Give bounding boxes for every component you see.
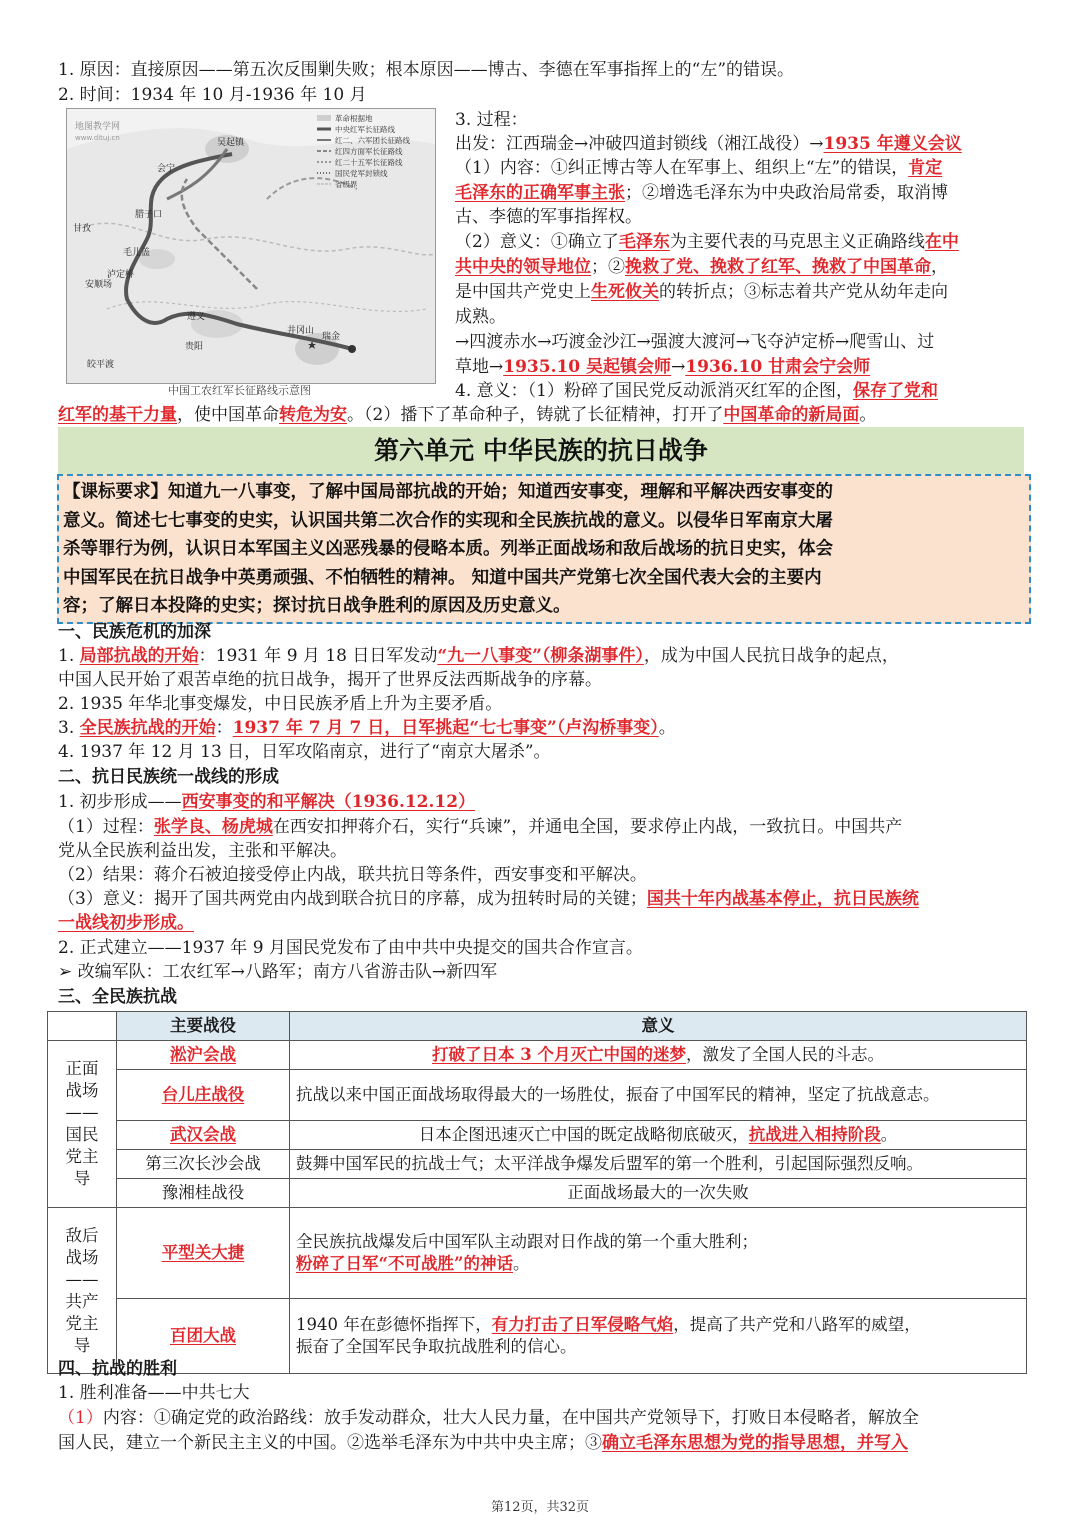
table-row — [48, 1121, 1027, 1150]
battle-name: 豫湘桂战役 — [117, 1179, 290, 1208]
svg-text:国民党军封锁线: 国民党军封锁线 — [335, 169, 388, 178]
sec4-content: （1）内容：①确定党的政治路线：放手发动群众，壮大人民力量，在中国共产党领导下，打败日本侵略者，解放全 — [58, 1408, 919, 1428]
sec2-result: （2）结果：蒋介石被迫接受停止内战，联共抗日等条件，西安事变和平解决。 — [58, 865, 647, 885]
sec2-process: （1）过程：张学良、杨虎城在西安扣押蒋介石，实行“兵谏”，并通电全国，要求停止内战，一致抗日。中国共产 — [58, 817, 903, 837]
map-caption: 中国工农红军长征路线示意图 — [168, 384, 311, 397]
sec4-item-1: 1. 胜利准备——中共七大 — [58, 1383, 250, 1403]
table-row — [48, 1070, 1027, 1121]
battle-name: 淞沪会战 — [117, 1041, 290, 1070]
battle-name: 武汉会战 — [117, 1121, 290, 1150]
unit-title: 第六单元 中华民族的抗日战争 — [58, 427, 1024, 475]
content-line-1: （1）内容：①纠正博古等人在军事上、组织上“左”的错误，肯定 — [455, 158, 943, 178]
significance-line-2: 共中央的领导地位；②挽救了党、挽救了红军、挽救了中国革命， — [455, 257, 948, 277]
curriculum-requirements: 【课标要求】知道九一八事变，了解中国局部抗战的开始；知道西安事变，理解和平解决西安事变的 意义。简述七七事变的史实，认识国共第二次合作的实现和全民族抗战的意义。以侵华日军南京大屠 杀等罪行为例，认识日本军国主义凶恶残暴的侵略本质。列举正面战场和敌后战场的抗日史实，体会 中国军民在抗日战争中英勇顽强、不怕牺牲的精神。 知道中国共产党第七次全国代表大会的主要内 容；了解日本投降的史实；探讨抗日战争胜利的原因及历史意义。 — [57, 474, 1031, 624]
place-jinggangshan: 井冈山 — [287, 326, 315, 336]
process-heading: 3. 过程： — [455, 110, 528, 130]
place-wuqi: 吴起镇 — [217, 138, 245, 148]
sec1-item-2: 2. 1935 年华北事变爆发，中日民族矛盾上升为主要矛盾。 — [58, 694, 503, 714]
battles-table — [47, 1011, 1027, 1374]
svg-text:红四方面军长征路线: 红四方面军长征路线 — [335, 147, 403, 156]
meaning-line-1: 4. 意义：（1）粉碎了国民党反动派消灭红军的企图，保存了党和 — [455, 381, 938, 401]
significance-line-3: 是中国共产党史上生死攸关的转折点；③标志着共产党从幼年走向 — [455, 282, 948, 302]
svg-text:省级界: 省级界 — [335, 180, 358, 189]
battle-name: 平型关大捷 — [117, 1208, 290, 1299]
col-header-battle: 主要战役 — [117, 1012, 290, 1041]
section-4-title: 四、抗战的胜利 — [58, 1359, 177, 1379]
cause-line: 1. 原因：直接原因——第五次反围剿失败；根本原因——博古、李德在军事指挥上的“左”的错误。 — [58, 60, 795, 80]
table-row — [48, 1299, 1027, 1374]
table-row — [48, 1208, 1027, 1299]
svg-text:中央红军长征路线: 中央红军长征路线 — [335, 125, 395, 134]
place-lazikou: 腊子口 — [135, 210, 163, 220]
section-3-title: 三、全民族抗战 — [58, 987, 177, 1007]
place-ganzi: 甘孜 — [73, 224, 92, 234]
sec2-item-1: 1. 初步形成——西安事变的和平解决（1936.12.12） — [58, 792, 476, 812]
sec1-item-1-cont: 中国人民开始了艰苦卓绝的抗日战争，揭开了世界反法西斯战争的序幕。 — [58, 670, 602, 690]
route-line-1: →四渡赤水→巧渡金沙江→强渡大渡河→飞夺泸定桥→爬雪山、过 — [455, 332, 935, 352]
place-ludingqiao: 泸定桥 — [107, 270, 135, 280]
battle-meaning: 打破了日本 3 个月灭亡中国的迷梦，激发了全国人民的斗志。 — [290, 1041, 1027, 1070]
time-line: 2. 时间：1934 年 10 月-1936 年 10 月 — [58, 85, 367, 105]
svg-text:红二、六军团长征路线: 红二、六军团长征路线 — [335, 136, 410, 145]
table-row — [48, 1041, 1027, 1070]
sec2-item-2: 2. 正式建立——1937 年 9 月国民党发布了由中共中央提交的国共合作宣言。 — [58, 938, 643, 958]
sec2-process-cont: 党从全民族利益出发，主张和平解决。 — [58, 841, 347, 861]
col-header-meaning: 意义 — [290, 1012, 1027, 1041]
battle-meaning: 正面战场最大的一次失败 — [290, 1179, 1027, 1208]
place-zunyi: 遵义 — [187, 312, 206, 322]
page-footer: 第12页，共32页 — [490, 1500, 590, 1515]
battle-meaning: 抗战以来中国正面战场取得最大的一场胜仗，振奋了中国军民的精神，坚定了抗战意志。 — [290, 1070, 1027, 1121]
zunyi-meeting: 1935 年遵义会议 — [823, 134, 962, 154]
map-graphic — [67, 109, 435, 383]
content-line-3: 古、李德的军事指挥权。 — [455, 207, 642, 227]
long-march-map — [66, 108, 436, 384]
place-ruijin: 瑞金 — [322, 332, 341, 342]
place-jiaopingdu: 皎平渡 — [87, 360, 115, 370]
battle-meaning: 全民族抗战爆发后中国军队主动跟对日作战的第一个重大胜利； 粉碎了日军“不可战胜”的神话。 — [290, 1208, 1027, 1299]
departure-line: 出发：江西瑞金→冲破四道封锁线（湘江战役）→1935 年遵义会议 — [455, 134, 962, 154]
sec2-significance-cont: 一战线初步形成。 — [58, 913, 194, 933]
significance-line-4: 成熟。 — [455, 307, 506, 327]
place-guiyang: 贵阳 — [185, 342, 204, 352]
place-anshunchang: 安顺场 — [85, 280, 113, 290]
side-rear-battlefield: 敌后 战场 —— 共产 党主 导 — [48, 1208, 117, 1374]
table-header-row — [48, 1012, 1027, 1041]
sec4-content-cont: 国人民，建立一个新民主主义的中国。②选举毛泽东为中共中央主席；③确立毛泽东思想为党的指导思想，并写入 — [58, 1433, 908, 1453]
significance-line-1: （2）意义：①确立了毛泽东为主要代表的马克思主义正确路线在中 — [455, 232, 959, 252]
sec1-item-3: 3. 全民族抗战的开始：1937 年 7 月 7 日，日军挑起“七七事变”（卢沟桥事变）。 — [58, 718, 676, 738]
battle-name: 台儿庄战役 — [117, 1070, 290, 1121]
route-line-2: 草地→1935.10 吴起镇会师→1936.10 甘肃会宁会师 — [455, 357, 871, 377]
sec2-reorganize: ➢ 改编军队：工农红军→八路军；南方八省游击队→新四军 — [58, 962, 498, 982]
sec1-item-4: 4. 1937 年 12 月 13 日，日军攻陷南京，进行了“南京大屠杀”。 — [58, 742, 551, 762]
sec1-item-1: 1. 局部抗战的开始：1931 年 9 月 18 日日军发动“九一八事变”（柳条湖事件），成为中国人民抗日战争的起点， — [58, 646, 899, 666]
section-2-title: 二、抗日民族统一战线的形成 — [58, 767, 279, 787]
place-maoergai: 毛儿盖 — [123, 248, 151, 258]
content-line-2: 毛泽东的正确军事主张；②增选毛泽东为中央政治局常委，取消博 — [455, 183, 948, 203]
meaning-line-2: 红军的基干力量，使中国革命转危为安。（2）播下了革命种子，铸就了长征精神，打开了中国革命的新局面。 — [58, 405, 877, 425]
place-huining: 会宁 — [157, 164, 176, 174]
map-watermark: 地图教学网 — [75, 122, 121, 132]
map-watermark-url: www.dituj.cn — [75, 134, 120, 142]
battle-name: 第三次长沙会战 — [117, 1150, 290, 1179]
side-front-battlefield: 正面 战场 —— 国民 党主 导 — [48, 1041, 117, 1208]
battle-name: 百团大战 — [117, 1299, 290, 1374]
section-1-title: 一、民族危机的加深 — [58, 622, 211, 642]
svg-text:革命根据地: 革命根据地 — [335, 114, 373, 123]
battle-meaning: 日本企图迅速灭亡中国的既定战略彻底破灭，抗战进入相持阶段。 — [290, 1121, 1027, 1150]
battle-meaning: 1940 年在彭德怀指挥下，有力打击了日军侵略气焰，提高了共产党和八路军的威望， 振奋了全国军民争取抗战胜利的信心。 — [290, 1299, 1027, 1374]
battle-meaning: 鼓舞中国军民的抗战士气；太平洋战争爆发后盟军的第一个胜利，引起国际强烈反响。 — [290, 1150, 1027, 1179]
table-row — [48, 1150, 1027, 1179]
table-row — [48, 1179, 1027, 1208]
sec2-significance: （3）意义：揭开了国共两党由内战到联合抗日的序幕，成为扭转时局的关键；国共十年内战基本停止，抗日民族统 — [58, 889, 919, 909]
svg-text:红二十五军长征路线: 红二十五军长征路线 — [335, 158, 403, 167]
